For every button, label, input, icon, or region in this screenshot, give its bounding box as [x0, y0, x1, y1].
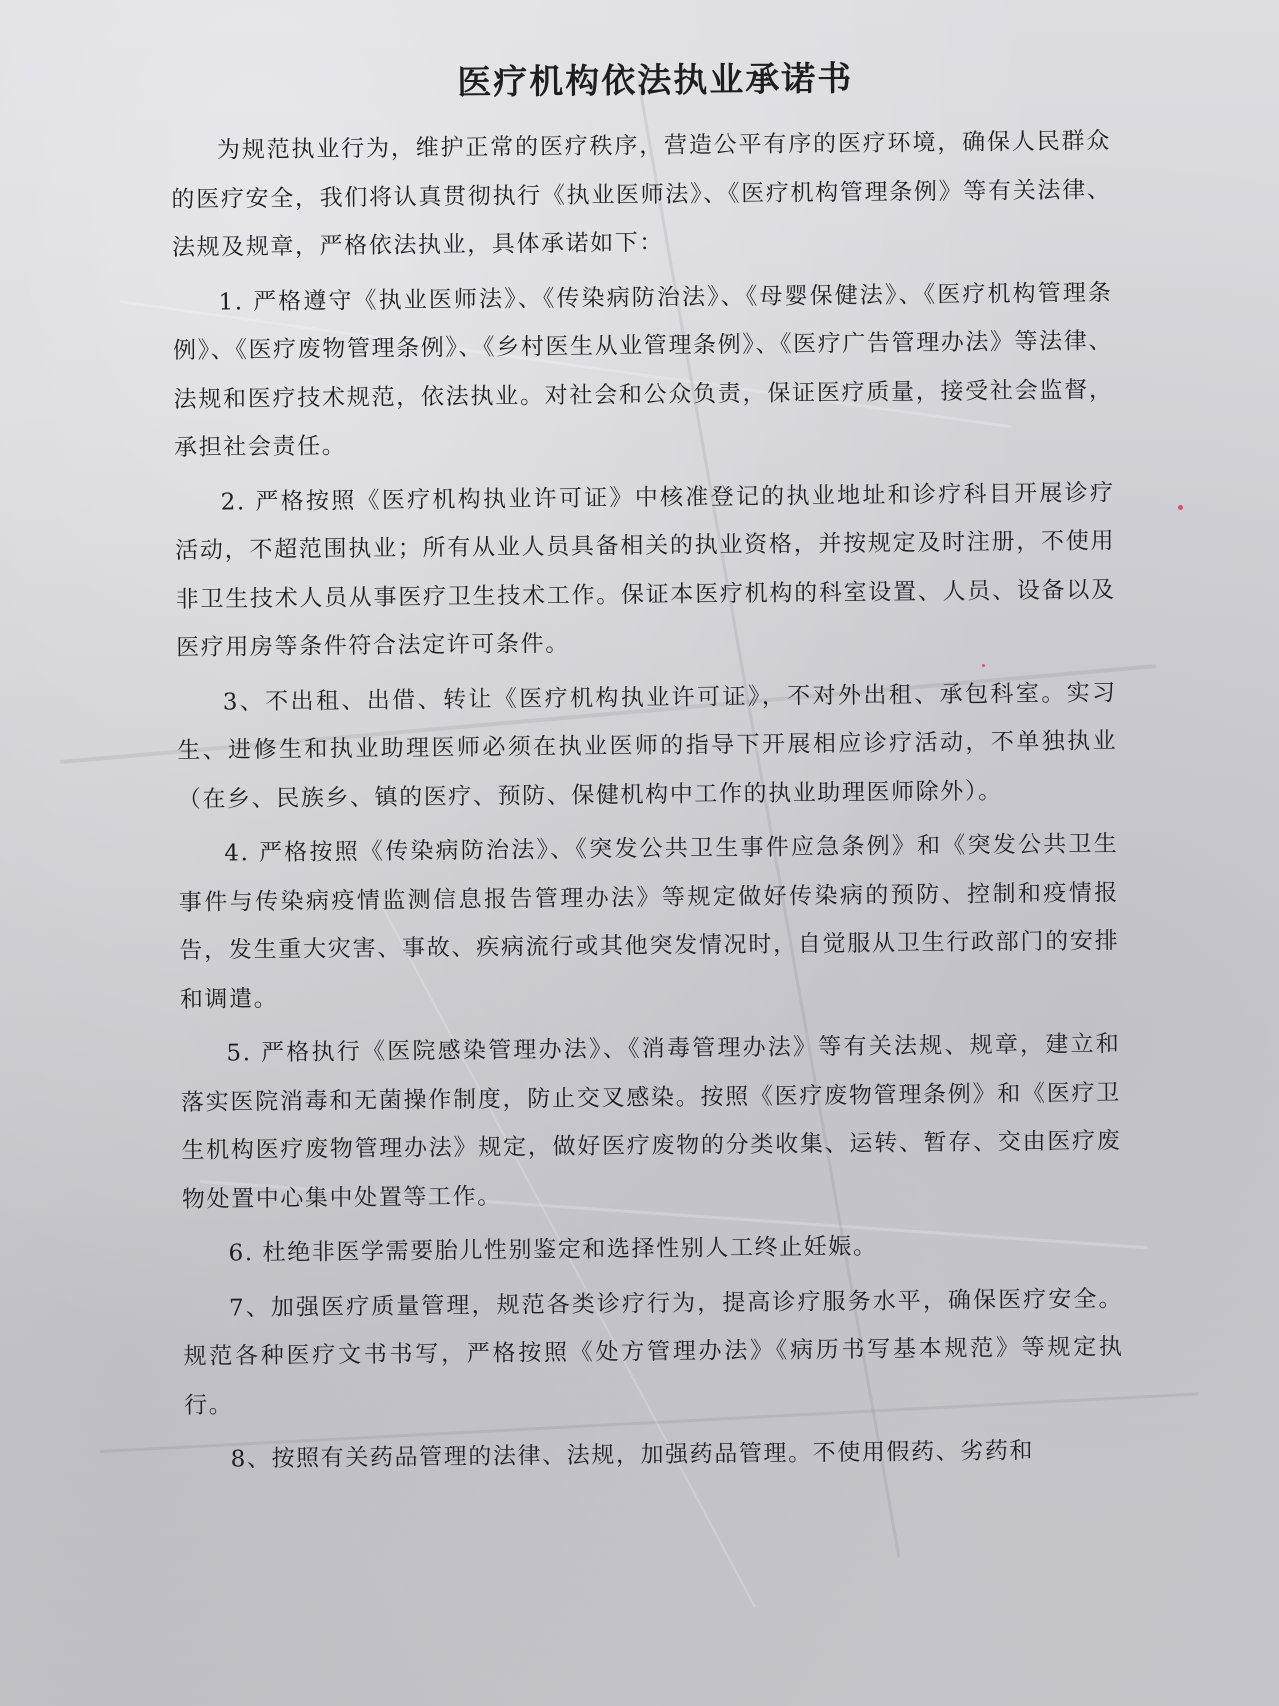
- clause-8: 8、按照有关药品管理的法律、法规，加强药品管理。不使用假药、劣药和: [230, 1438, 1035, 1473]
- red-speck: [1178, 505, 1183, 510]
- commitment-document: [170, 48, 1125, 1490]
- clause-4: 4. 严格按照《传染病防治法》、《突发公共卫生事件应急条例》和《突发公共卫生事件与传染病疫情监测信息报告管理办法》等规定做好传染病的预防、控制和疫情报告，发生重大灾害、事故、疾病流行或其他突发情况时，自觉服从卫生行政部门的安排和调遣。: [178, 831, 1120, 1013]
- clause-1: 1. 严格遵守《执业医师法》、《传染病防治法》、《母婴保健法》、《医疗机构管理条例》、《医疗废物管理条例》、《乡村医生从业管理条例》、《医疗广告管理办法》等法律、法规和医疗技术规范，依法执业。对社会和公众负责，保证医疗质量，接受社会监督，承担社会责任。: [172, 279, 1114, 461]
- clause-6: 6. 杜绝非医学需要胎儿性别鉴定和选择性别人工终止妊娠。: [228, 1233, 878, 1267]
- clause-2: 2. 严格按照《医疗机构执业许可证》中核准登记的执业地址和诊疗科目开展诊疗活动，不超范围执业；所有从业人员具备相关的执业资格，并按规定及时注册，不使用非卫生技术人员从事医疗卫生技术工作。保证本医疗机构的科室设置、人员、设备以及医疗用房等条件符合法定许可条件。: [175, 479, 1116, 661]
- clause-5: 5. 严格执行《医院感染管理办法》、《消毒管理办法》等有关法规、规章，建立和落实医院消毒和无菌操作制度，防止交叉感染。按照《医疗废物管理条例》和《医疗卫生机构医疗废物管理办法》规定，做好医疗废物的分类收集、运转、暂存、交由医疗废物处置中心集中处置等工作。: [180, 1031, 1122, 1213]
- clause-3: 3、不出租、出借、转让《医疗机构执业许可证》，不对外出租、承包科室。实习生、进修生和执业助理医师必须在执业医师的指导下开展相应诊疗活动，不单独执业（在乡、民族乡、镇的医疗、预防、保健机构中工作的执业助理医师除外）。: [177, 679, 1118, 813]
- document-title: 医疗机构依法执业承诺书: [457, 58, 854, 103]
- intro-paragraph: 为规范执业行为，维护正常的医疗秩序，营造公平有序的医疗环境，确保人民群众的医疗安全，我们将认真贯彻执行《执业医师法》、《医疗机构管理条例》等有关法律、法规及规章，严格依法执业，具体承诺如下：: [171, 128, 1112, 261]
- clause-7: 7、加强医疗质量管理，规范各类诊疗行为，提高诊疗服务水平，确保医疗安全。规范各种医疗文书书写，严格按照《处方管理办法》《病历书写基本规范》等规定执行。: [183, 1285, 1124, 1419]
